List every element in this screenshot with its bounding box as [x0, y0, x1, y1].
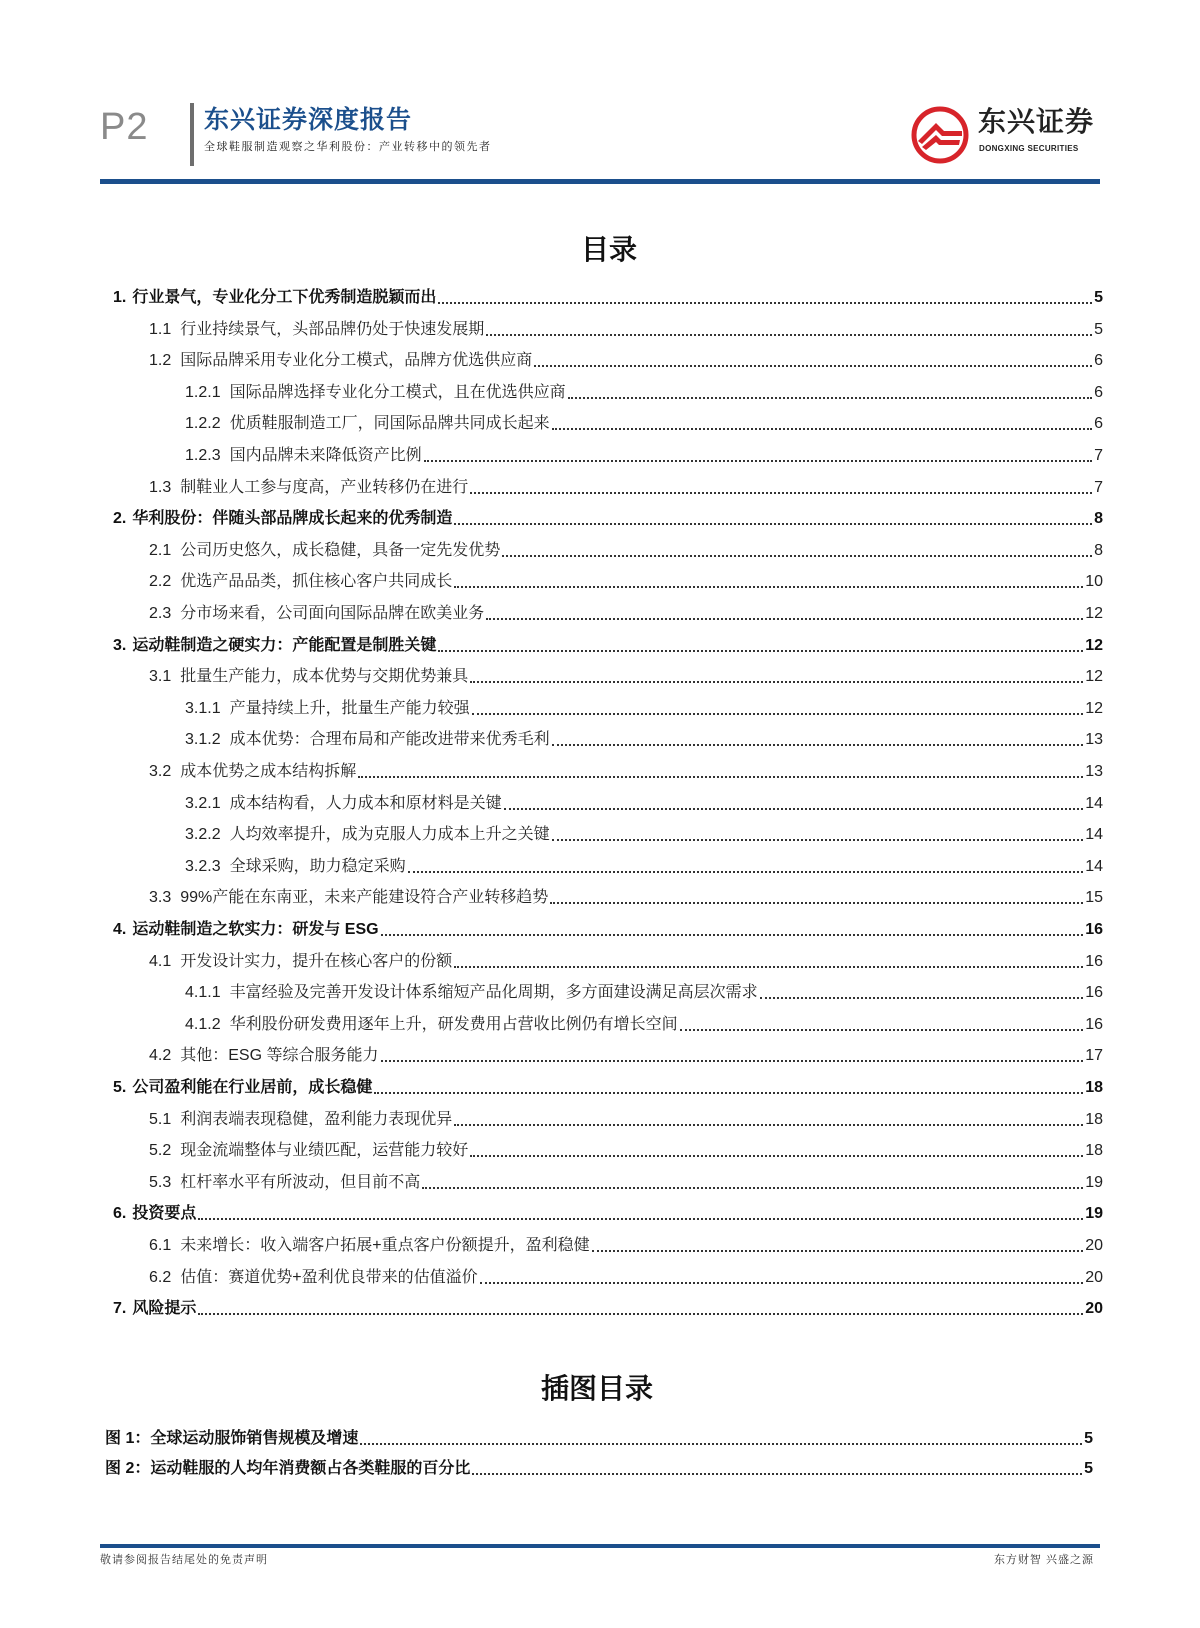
toc-entry-page: 16 [1085, 1015, 1103, 1033]
toc-entry[interactable] [113, 287, 1103, 309]
toc-entry-number: 1.3 [149, 478, 172, 496]
toc-entry-page: 18 [1085, 1079, 1103, 1096]
toc-entry-number: 2.1 [149, 541, 172, 559]
figure-entry-title: 全球运动服饰销售规模及增速 [150, 1430, 359, 1447]
toc-entry[interactable] [185, 382, 1103, 404]
report-title: 东兴证券深度报告 [204, 106, 413, 134]
dot-leader [472, 713, 1084, 715]
toc-entry-number: 5.2 [149, 1142, 172, 1160]
dot-leader [486, 618, 1083, 620]
toc-entry-page: 20 [1085, 1237, 1103, 1254]
dot-leader [472, 1473, 1082, 1475]
toc-entry-page: 14 [1085, 794, 1103, 812]
dot-leader [381, 1060, 1084, 1062]
toc-entry-number: 4.1.2 [185, 1015, 221, 1033]
toc-entry-title: 公司历史悠久，成长稳健，具备一定先发优势 [180, 541, 501, 559]
dot-leader [470, 492, 1092, 494]
dot-leader [454, 1124, 1083, 1126]
toc-entry-number: 4.1 [149, 952, 172, 970]
dot-leader [422, 1187, 1083, 1189]
dot-leader [454, 523, 1092, 525]
toc-entry-page: 13 [1085, 763, 1103, 780]
dot-leader [480, 1282, 1084, 1284]
toc-entry-number: 1.2 [149, 352, 172, 370]
toc-entry-page: 16 [1085, 921, 1103, 938]
figure-entry-title: 运动鞋服的人均年消费额占各类鞋服的百分比 [150, 1460, 471, 1477]
toc-entry-number: 1. [113, 289, 127, 306]
dot-leader [552, 839, 1084, 841]
toc-entry-title: 优选产品品类，抓住核心客户共同成长 [180, 573, 453, 591]
dot-leader [568, 397, 1092, 399]
toc-entry[interactable] [113, 919, 1103, 941]
toc-entry-number: 3.2.3 [185, 857, 221, 875]
toc-entry[interactable] [149, 319, 1103, 341]
toc-entry[interactable] [185, 824, 1103, 846]
toc-entry-number: 2. [113, 510, 127, 528]
figure-index-heading: 插图目录 [540, 1373, 653, 1404]
footer-rule [100, 1544, 1100, 1548]
toc-entry-page: 14 [1085, 857, 1103, 875]
toc-entry-title: 运动鞋制造之软实力：研发与 ESG [132, 921, 379, 938]
toc-heading: 目录 [580, 234, 637, 265]
toc-entry-title: 国际品牌采用专业化分工模式，品牌方优选供应商 [180, 352, 533, 370]
dot-leader [552, 744, 1084, 746]
toc-entry-number: 3.2 [149, 763, 172, 780]
dot-leader [552, 428, 1092, 430]
toc-entry-number: 4.2 [149, 1047, 172, 1065]
toc-entry-title: 丰富经验及完善开发设计体系缩短产品化周期，多方面建设满足高层次需求 [229, 984, 758, 1002]
toc-entry-number: 3.1.2 [185, 731, 221, 749]
dot-leader [198, 1313, 1083, 1315]
toc-entry[interactable] [185, 856, 1103, 878]
toc-entry-page: 6 [1094, 352, 1103, 370]
figure-entry-page: 5 [1084, 1460, 1093, 1477]
toc-entry-page: 5 [1094, 320, 1103, 338]
toc-entry-title: 公司盈利能在行业居前，成长稳健 [132, 1079, 373, 1096]
dot-leader [680, 1029, 1084, 1031]
toc-entry[interactable] [113, 1077, 1103, 1099]
toc-entry[interactable] [149, 540, 1103, 562]
toc-entry-number: 1.2.2 [185, 415, 221, 433]
toc-entry-title: 优质鞋服制造工厂，同国际品牌共同成长起来 [229, 415, 550, 433]
toc-entry[interactable] [149, 666, 1103, 688]
logo-subtext: DONGXING SECURITIES [979, 144, 1079, 153]
toc-entry[interactable] [149, 1235, 1103, 1257]
toc-entry-title: 现金流端整体与业绩匹配，运营能力较好 [180, 1142, 469, 1160]
toc-entry-number: 1.2.1 [185, 383, 221, 401]
toc-entry-page: 18 [1085, 1142, 1103, 1160]
dot-leader [470, 1155, 1083, 1157]
toc-entry-page: 5 [1094, 289, 1103, 306]
toc-entry[interactable] [149, 951, 1103, 973]
figure-entry-number: 图 2： [105, 1460, 151, 1477]
dot-leader [424, 460, 1092, 462]
toc-entry-page: 8 [1094, 541, 1103, 559]
toc-entry[interactable] [149, 571, 1103, 593]
toc-entry[interactable] [113, 1298, 1103, 1320]
toc-entry-page: 19 [1085, 1205, 1103, 1223]
toc-entry-title: 华利股份研发费用逐年上升，研发费用占营收比例仍有增长空间 [229, 1015, 678, 1033]
toc-entry-title: 利润表端表现稳健，盈利能力表现优异 [180, 1110, 453, 1128]
toc-entry-title: 成本优势：合理布局和产能改进带来优秀毛利 [229, 731, 550, 749]
toc-entry[interactable] [185, 793, 1103, 815]
dot-leader [360, 1443, 1082, 1445]
toc-entry-page: 20 [1085, 1300, 1103, 1318]
toc-entry-number: 3.2.1 [185, 794, 221, 812]
toc-entry-page: 18 [1085, 1110, 1103, 1128]
toc-entry-number: 3.1 [149, 668, 172, 686]
dot-leader [502, 555, 1092, 557]
toc-entry-page: 6 [1094, 383, 1103, 401]
toc-entry-page: 12 [1085, 668, 1103, 686]
figure-entry[interactable] [105, 1458, 1093, 1480]
toc-entry-number: 7. [113, 1300, 127, 1318]
toc-entry-title: 制鞋业人工参与度高，产业转移仍在进行 [180, 478, 469, 496]
toc-entry-title: 分市场来看，公司面向国际品牌在欧美业务 [180, 605, 485, 622]
toc-entry-number: 3. [113, 636, 127, 654]
toc-entry-title: 国内品牌未来降低资产比例 [229, 447, 422, 464]
toc-entry-page: 15 [1085, 889, 1103, 907]
toc-entry-number: 6.1 [149, 1237, 172, 1254]
figure-entry-page: 5 [1084, 1430, 1093, 1447]
dongxing-logo-icon [910, 105, 970, 165]
report-subtitle: 全球鞋服制造观察之华利股份：产业转移中的领先者 [204, 141, 492, 153]
toc-entry-page: 7 [1094, 447, 1103, 464]
toc-entry[interactable] [185, 413, 1103, 435]
toc-entry-page: 20 [1085, 1268, 1103, 1286]
toc-entry[interactable] [149, 1172, 1103, 1194]
header-divider [190, 103, 194, 166]
toc-entry-page: 10 [1085, 573, 1103, 591]
toc-entry-title: 运动鞋制造之硬实力：产能配置是制胜关键 [132, 636, 437, 654]
toc-entry-page: 12 [1085, 636, 1103, 654]
dot-leader [486, 334, 1092, 336]
toc-entry-page: 16 [1085, 952, 1103, 970]
toc-entry-number: 1.2.3 [185, 447, 221, 464]
dot-leader [760, 997, 1084, 999]
toc-entry-title: 估值：赛道优势+盈利优良带来的估值溢价 [180, 1268, 478, 1286]
toc-entry[interactable] [149, 1267, 1103, 1289]
dot-leader [454, 966, 1083, 968]
toc-entry-number: 3.2.2 [185, 826, 221, 844]
toc-entry[interactable] [149, 887, 1103, 909]
toc-entry-number: 2.2 [149, 573, 172, 591]
dot-leader [198, 1218, 1083, 1220]
toc-entry[interactable] [185, 729, 1103, 751]
toc-entry-title: 开发设计实力，提升在核心客户的份额 [180, 952, 453, 970]
toc-entry-page: 7 [1094, 478, 1103, 496]
page-number: P2 [100, 106, 149, 148]
toc-entry[interactable] [113, 508, 1103, 530]
toc-entry-number: 6.2 [149, 1268, 172, 1286]
toc-entry[interactable] [185, 698, 1103, 720]
toc-entry-page: 16 [1085, 984, 1103, 1002]
dot-leader [374, 1092, 1083, 1094]
dot-leader [381, 934, 1084, 936]
toc-entry-page: 13 [1085, 731, 1103, 749]
header-rule [100, 179, 1100, 184]
toc-entry[interactable] [149, 350, 1103, 372]
toc-entry[interactable] [113, 1203, 1103, 1225]
toc-entry-page: 12 [1085, 605, 1103, 622]
toc-entry-title: 国际品牌选择专业化分工模式，且在优选供应商 [229, 383, 566, 401]
toc-entry-title: 未来增长：收入端客户拓展+重点客户份额提升，盈利稳健 [180, 1237, 590, 1254]
toc-entry-page: 12 [1085, 699, 1103, 717]
toc-entry-title: 批量生产能力，成本优势与交期优势兼具 [180, 668, 469, 686]
toc-entry-title: 成本优势之成本结构拆解 [180, 763, 357, 780]
toc-entry-number: 4.1.1 [185, 984, 221, 1002]
toc-entry[interactable] [149, 603, 1103, 625]
toc-entry-title: 投资要点 [132, 1205, 197, 1223]
toc-entry-number: 4. [113, 921, 127, 938]
dot-leader [438, 302, 1092, 304]
toc-entry-title: 杠杆率水平有所波动，但目前不高 [180, 1173, 421, 1191]
toc-entry-title: 产量持续上升，批量生产能力较强 [229, 699, 470, 717]
dot-leader [550, 902, 1083, 904]
toc-entry[interactable] [149, 761, 1103, 783]
footer-disclaimer: 敬请参阅报告结尾处的免责声明 [100, 1554, 268, 1566]
toc-entry-number: 3.3 [149, 889, 172, 907]
toc-entry[interactable] [149, 1109, 1103, 1131]
toc-entry-title: 人均效率提升，成为克服人力成本上升之关键 [229, 826, 550, 844]
dot-leader [438, 650, 1083, 652]
toc-entry-title: 其他：ESG 等综合服务能力 [180, 1047, 379, 1065]
toc-entry-number: 5. [113, 1079, 127, 1096]
dot-leader [534, 365, 1092, 367]
toc-entry-page: 19 [1085, 1173, 1103, 1191]
toc-entry-number: 6. [113, 1205, 127, 1223]
toc-entry-page: 17 [1085, 1047, 1103, 1065]
dot-leader [408, 871, 1084, 873]
toc-entry-number: 2.3 [149, 605, 172, 622]
toc-entry-title: 99%产能在东南亚，未来产能建设符合产业转移趋势 [180, 889, 549, 907]
toc-entry-title: 行业景气，专业化分工下优秀制造脱颖而出 [132, 289, 437, 306]
dot-leader [358, 776, 1083, 778]
figure-entry-number: 图 1： [105, 1430, 151, 1447]
dot-leader [504, 808, 1084, 810]
logo-text: 东兴证券 [978, 106, 1095, 137]
toc-entry-number: 1.1 [149, 320, 172, 338]
figure-entry[interactable] [105, 1428, 1093, 1450]
toc-entry-page: 14 [1085, 826, 1103, 844]
dot-leader [592, 1250, 1084, 1252]
toc-entry[interactable] [185, 445, 1103, 467]
toc-entry[interactable] [149, 477, 1103, 499]
toc-entry[interactable] [149, 1140, 1103, 1162]
toc-entry[interactable] [113, 635, 1103, 657]
dot-leader [470, 681, 1083, 683]
toc-entry-page: 8 [1094, 510, 1103, 528]
toc-entry-title: 华利股份：伴随头部品牌成长起来的优秀制造 [132, 510, 453, 528]
toc-entry[interactable] [185, 982, 1103, 1004]
toc-entry-title: 风险提示 [132, 1300, 197, 1318]
toc-entry-number: 3.1.1 [185, 699, 221, 717]
toc-entry[interactable] [149, 1045, 1103, 1067]
toc-entry[interactable] [185, 1014, 1103, 1036]
toc-entry-title: 全球采购，助力稳定采购 [229, 857, 406, 875]
toc-entry-number: 5.1 [149, 1110, 172, 1128]
toc-entry-number: 5.3 [149, 1173, 172, 1191]
toc-entry-title: 成本结构看，人力成本和原材料是关键 [229, 794, 502, 812]
dot-leader [454, 586, 1083, 588]
footer-slogan: 东方财智 兴盛之源 [993, 1554, 1094, 1566]
toc-entry-title: 行业持续景气，头部品牌仍处于快速发展期 [180, 320, 485, 338]
toc-entry-page: 6 [1094, 415, 1103, 433]
